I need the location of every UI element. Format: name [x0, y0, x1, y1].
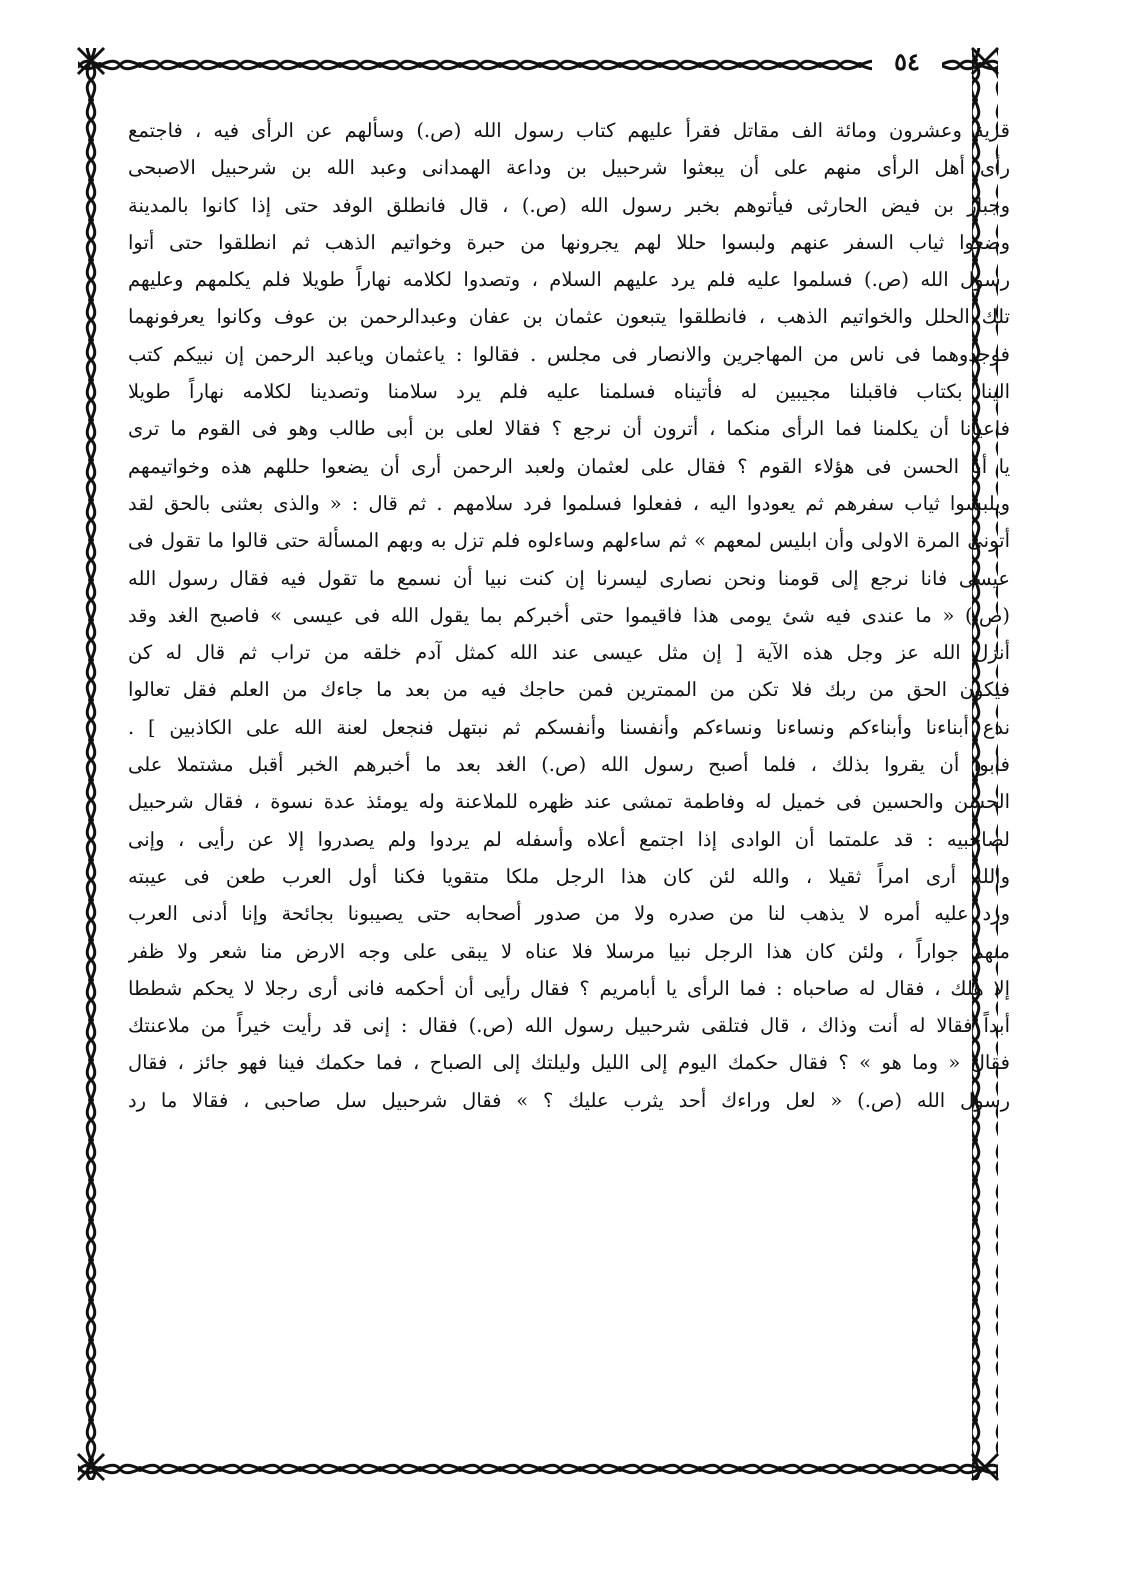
text-line: فابوا أن يقروا بذلك ، فلما أصبح رسول الله (ص.) الغد بعد ما أخبرهم الخبر أقبل مشتملا على [128, 753, 1010, 777]
text-line: منهم جواراً ، ولئن كان هذا الرجل نبيا مرسلا فلا عناه لا يبقى على وجه الارض منا شعر ولا ظفر [128, 939, 1010, 963]
text-line: ورد عليه أمره لا يذهب لنا من صدره ولا من صدور أصحابه حتى يصيبونا بجائحة وإنا أدنى العرب [128, 902, 1010, 926]
text-line: فاعيانا أن يكلمنا فما الرأى منكما ، أترون أن نرجع ؟ فقالا لعلى بن أبى طالب وهو فى القوم ما ترى [128, 417, 1010, 441]
border-left [78, 48, 104, 1480]
text-line: أنزل الله عز وجل هذه الآية [ إن مثل عيسى عند الله كمثل آدم خلقه من تراب ثم قال له كن [128, 641, 1010, 665]
text-line: أتونى المرة الاولى وأن ابليس لمعهم » ثم ساءلهم وساءلوه فلم تزل به وبهم المسألة حتى قالوا ما تقول فى [128, 529, 1010, 553]
text-line: أبداً فقالا له أنت وذاك ، قال فتلقى شرحبيل رسول الله (ص.) فقال : إنى قد رأيت خيراً من ملاعنتك [128, 1014, 1010, 1038]
text-line: قرية وعشرون ومائة الف مقاتل فقرأ عليهم كتاب رسول الله (ص.) وسألهم عن الرأى فيه ، فاجتمع [128, 119, 1010, 142]
text-line: وجبار بن فيض الحارثى فيأتوهم بخبر رسول الله (ص.) ، قال فانطلق الوفد حتى إذا كانوا بالمدينة [128, 193, 1010, 217]
text-line: رسول الله (ص.) « لعل وراءك أحد يثرب عليك ؟ » فقال شرحبيل سل صاحبى ، فقالا ما رد [128, 1088, 1010, 1112]
border-top [78, 48, 998, 74]
text-line: ندع أبناءنا وأبناءكم ونساءنا ونساءكم وأنفسنا وأنفسكم ثم نبتهل فنجعل لعنة الله على الكاذبين ] . [128, 715, 1010, 739]
text-line: رأى أهل الرأى منهم على أن يبعثوا شرحبيل بن وداعة الهمدانى وعبد الله بن شرحبيل الاصبحى [128, 156, 1010, 180]
text-line: ويلبسوا ثياب سفرهم ثم يعودوا اليه ، ففعلوا فسلموا فرد سلامهم . ثم قال : « والذى بعثنى بالحق لقد [128, 491, 1010, 515]
text-line: رسول الله (ص.) فسلموا عليه فلم يرد عليهم السلام ، وتصدوا لكلامه نهاراً طويلا فلم يكلمهم وعليهم [128, 268, 1010, 292]
text-line: فقال « وما هو » ؟ فقال حكمك اليوم إلى الليل وليلتك إلى الصباح ، فما حكمك فينا فهو جائز ، فقال [128, 1051, 1010, 1075]
text-line: عيسى فانا نرجع إلى قومنا ونحن نصارى ليسرنا إن كنت نبيا أن نسمع ما تقول فيه فقال رسول الله [128, 566, 1010, 590]
text-line: إلا هلك ، فقال له صاحباه : فما الرأى يا أبامريم ؟ فقال رأيى أن أحكمه فانى أرى رجلا لا يحكم شططا [128, 976, 1010, 1000]
text-line: فيكون الحق من ربك فلا تكن من الممترين فمن حاجك فيه من بعد ما جاءك من العلم فقل تعالوا [128, 678, 1010, 702]
text-line: لصاحبيه : قد علمتما أن الوادى إذا اجتمع أعلاه وأسفله لم يردوا ولم يصدروا إلا عن رأيى ، وإنى [128, 827, 1010, 851]
text-line: يا أبا الحسن فى هؤلاء القوم ؟ فقال على لعثمان ولعبد الرحمن أرى أن يضعوا حللهم هذه وخواتيمهم [128, 454, 1010, 478]
body-text [128, 112, 1010, 1452]
text-line: الحسن والحسين فى خميل له وفاطمة تمشى عند ظهره للملاعنة وله يومئذ عدة نسوة ، فقال شرحبيل [128, 790, 1010, 814]
text-line: فوجدوهما فى ناس من المهاجرين والانصار فى مجلس . فقالوا : ياعثمان وياعبد الرحمن إن نبيكم كتب [128, 342, 1010, 366]
text-line: الينا بكتاب فاقبلنا مجيبين له فأتيناه فسلمنا عليه فلم يرد سلامنا وتصدينا لكلامه نهاراً طويلا [128, 380, 1010, 404]
page-number: ٥٤ [872, 42, 942, 82]
text-line: وضعوا ثياب السفر عنهم ولبسوا حللا لهم يجرونها من حبرة وخواتيم الذهب ثم انطلقوا حتى أتوا [128, 230, 1010, 254]
border-bottom [78, 1454, 998, 1480]
text-line: والله أرى امراً ثقيلا ، والله لئن كان هذا الرجل ملكا متقويا فكنا أول العرب طعن فى عيبته [128, 864, 1010, 888]
text-line: (ص.) « ما عندى فيه شئ يومى هذا فاقيموا حتى أخبركم بما يقول الله فى عيسى » فاصبح الغد وقد [128, 603, 1010, 627]
text-line: تلك الحلل والخواتيم الذهب ، فانطلقوا يتبعون عثمان بن عفان وعبدالرحمن بن عوف وكانوا يعرفونهما [128, 305, 1010, 329]
